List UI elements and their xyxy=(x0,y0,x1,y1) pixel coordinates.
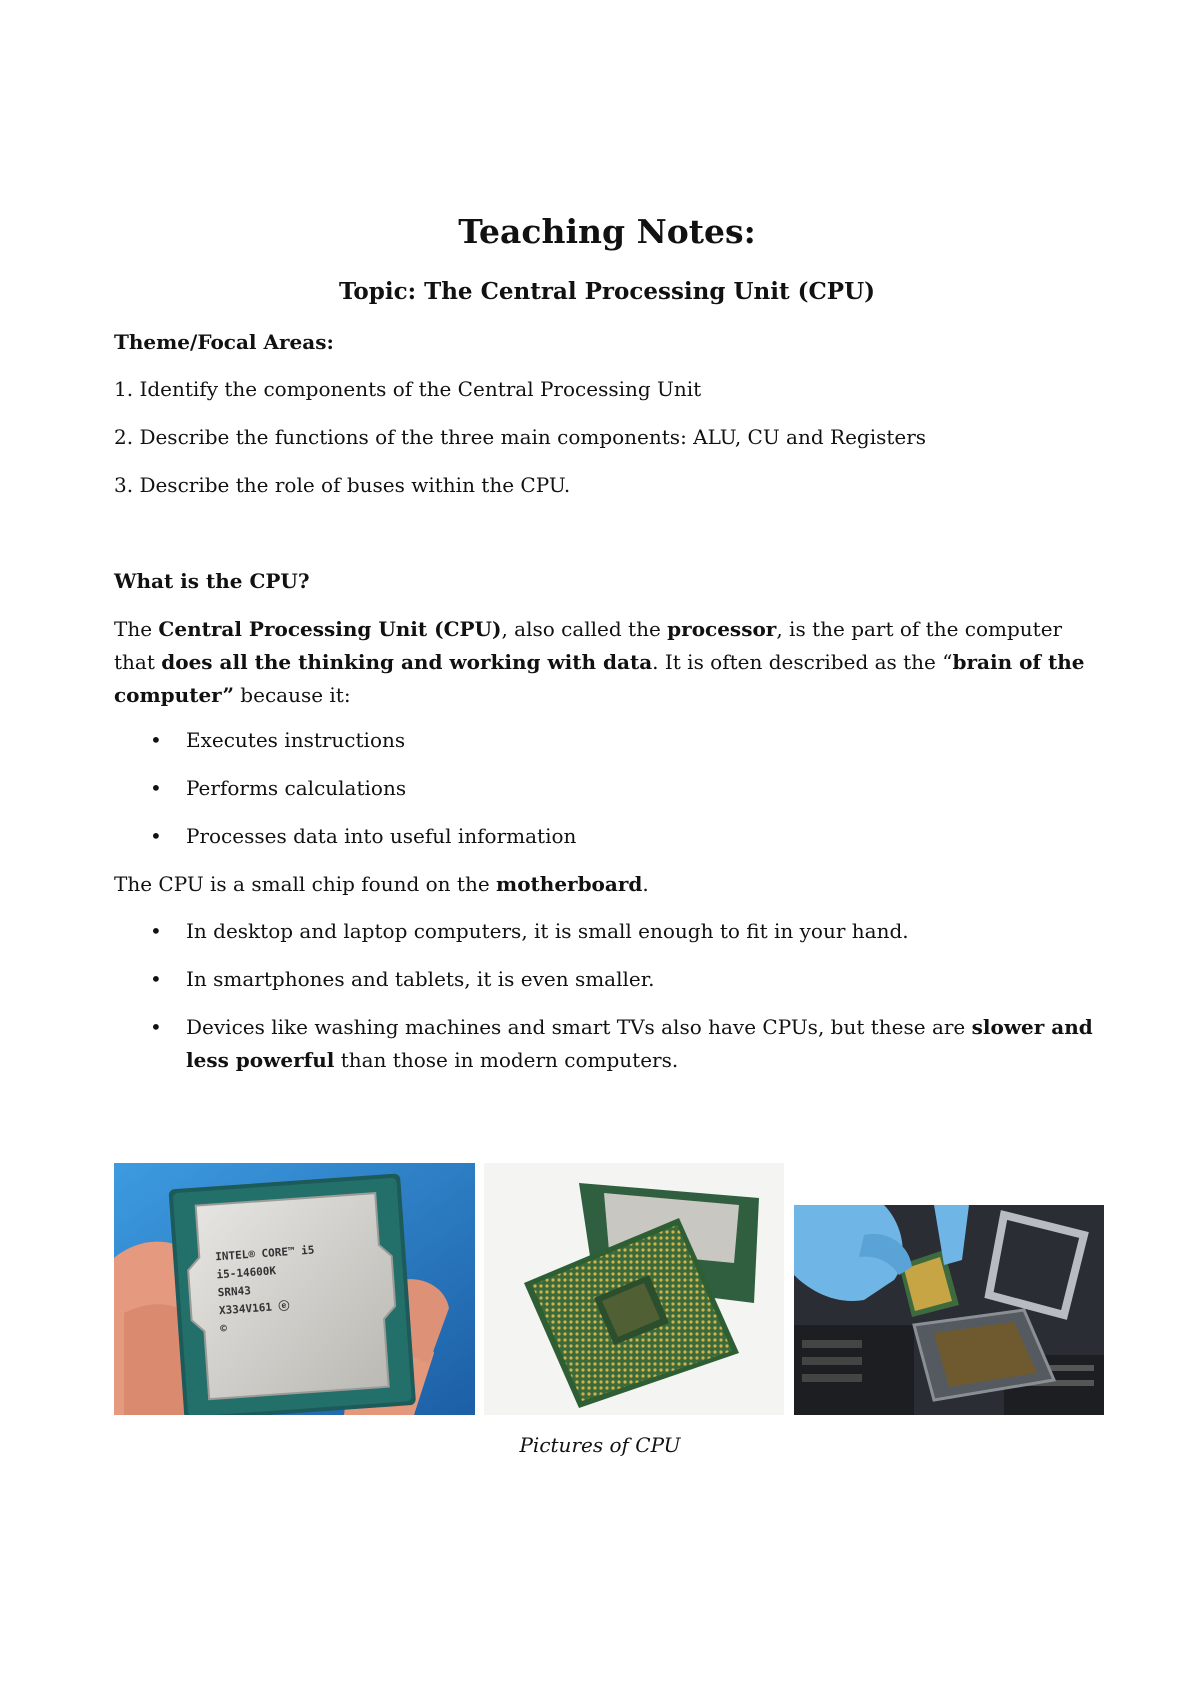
cpu-in-hand-image xyxy=(114,1163,475,1415)
bullet-icon: • xyxy=(150,776,162,800)
list-item-bold: slower and less powerful xyxy=(186,1015,1093,1072)
focal-area-item: 3. Describe the role of buses within the CPU. xyxy=(114,473,571,497)
list-item xyxy=(114,963,1100,996)
intro-bold: processor xyxy=(667,617,777,641)
list-item-text: In smartphones and tablets, it is even smaller. xyxy=(186,967,655,991)
list-item xyxy=(114,772,1100,805)
motherboard-text: The CPU is a small chip found on the xyxy=(114,872,497,896)
list-item-text: Executes instructions xyxy=(186,728,406,752)
intro-text: . It is often described as the “ xyxy=(652,650,953,674)
bullet-icon: • xyxy=(150,967,162,991)
section-heading: What is the CPU? xyxy=(114,569,310,593)
list-item-text-part: than those in modern computers. xyxy=(334,1048,679,1072)
intro-text: The xyxy=(114,617,159,641)
list-item-text: Processes data into useful information xyxy=(186,824,577,848)
bullet-icon: • xyxy=(150,728,162,752)
theme-heading: Theme/Focal Areas: xyxy=(114,330,334,354)
focal-area-item: 2. Describe the functions of the three main components: ALU, CU and Registers xyxy=(114,425,927,449)
cpu-in-hand-illustration xyxy=(114,1163,475,1415)
motherboard-bold: motherboard xyxy=(496,872,643,896)
device-list xyxy=(114,915,1100,1077)
page-title: Teaching Notes: xyxy=(458,212,756,251)
list-item xyxy=(114,820,1100,853)
chip-label-line: i5-14600K xyxy=(216,1264,277,1282)
cpu-socket-image xyxy=(794,1205,1104,1415)
bullet-icon: • xyxy=(150,1015,162,1039)
intro-bold: Central Processing Unit (CPU) xyxy=(158,617,502,641)
cpu-socket-illustration xyxy=(794,1205,1104,1415)
intro-bold: does all the thinking and working with data xyxy=(161,650,653,674)
intro-text: because it: xyxy=(233,683,351,707)
list-item xyxy=(114,915,1100,948)
list-item xyxy=(114,1011,1100,1077)
list-item-text: In desktop and laptop computers, it is small enough to fit in your hand. xyxy=(186,919,909,943)
intro-text: , also called the xyxy=(501,617,668,641)
bullet-icon: • xyxy=(150,919,162,943)
intro-text: , is the part of the computer that xyxy=(114,617,1063,674)
chip-label-line: SRN43 xyxy=(217,1284,252,1300)
bullet-icon: • xyxy=(150,824,162,848)
focal-area-item: 1. Identify the components of the Central Processing Unit xyxy=(114,377,702,401)
document-content xyxy=(114,210,1100,1092)
list-item-text xyxy=(186,1015,1093,1072)
function-list xyxy=(114,724,1100,853)
list-item-text: Performs calculations xyxy=(186,776,407,800)
cpu-underside-illustration xyxy=(484,1163,784,1415)
cpu-underside-image xyxy=(484,1163,784,1415)
list-item xyxy=(114,724,1100,757)
intro-bold: brain of the computer” xyxy=(114,650,1085,707)
focal-areas-list xyxy=(114,373,1100,502)
chip-label-line: © xyxy=(219,1321,228,1336)
motherboard-text: . xyxy=(642,872,649,896)
spacer xyxy=(114,517,1100,565)
list-item-text-part: Devices like washing machines and smart TVs also have CPUs, but these are xyxy=(186,1015,972,1039)
topic-heading: Topic: The Central Processing Unit (CPU) xyxy=(338,278,876,305)
chip-label-line: INTEL® CORE™ i5 xyxy=(214,1243,315,1264)
chip-label-line: X334V161 ⓔ xyxy=(218,1299,290,1318)
intro-paragraph xyxy=(114,613,1100,712)
motherboard-paragraph xyxy=(114,868,1100,901)
image-caption: Pictures of CPU xyxy=(519,1433,681,1457)
cpu-image-row xyxy=(114,1163,1100,1415)
